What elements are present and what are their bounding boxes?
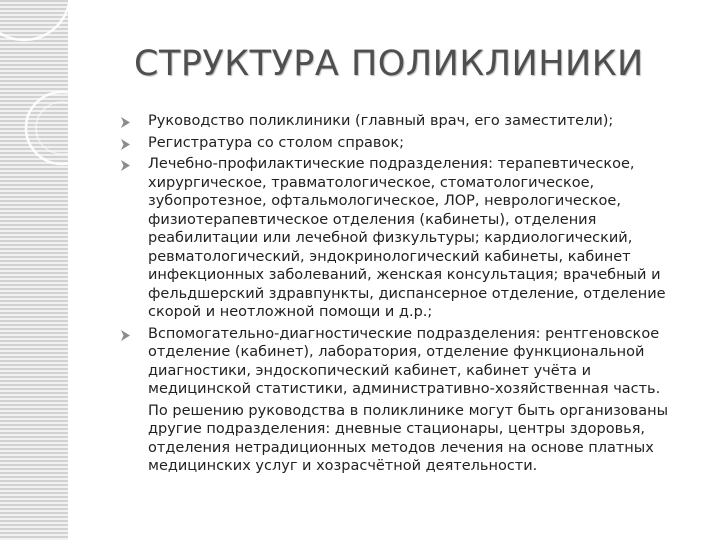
bullet-text: Руководство поликлиники (главный врач, его заместители);: [148, 113, 614, 129]
bullet-text: Лечебно-профилактические подразделения: терапевтическое, хирургическое, травматологическое, стоматологическое, зубопротезное, офтальмологическое, ЛОР, неврологическое, физиотерапевтическое отделения (кабинеты), отделения реабилитации или лечебной физкультуры; кардиологический, ревматологический, эндокринологический кабинеты, кабинет инфекционных заболеваний, женская консультация; врачебный и фельдшерский здравпункты, диспансерное отделение, отделение скорой и неотложной помощи и д.р.;: [148, 156, 666, 320]
bullet-item-treatment-units: [120, 155, 690, 322]
bullet-text: Вспомогательно-диагностические подразделения: рентгеновское отделение (кабинет), лаборатория, отделение функциональной диагностики, эндоскопический кабинет, кабинет учёта и медицинской статистики, административно-хозяйственная часть.: [148, 325, 661, 397]
note-paragraph: По решению руководства в поликлинике могут быть организованы другие подразделения: дневные стационары, центры здоровья, отделения нетрадиционных методов лечения на основе платных медицинских услуг и хозрасчётной деятельности.: [148, 402, 669, 474]
bullet-text: Регистратура со столом справок;: [148, 134, 404, 151]
arrow-bullet-icon: [120, 330, 131, 341]
arrow-bullet-icon: [120, 117, 131, 128]
bullet-list: [120, 112, 690, 399]
decorative-circles-icon: [0, 0, 110, 200]
slide-title: СТРУКТУРА ПОЛИКЛИНИКИ: [134, 44, 644, 84]
slide-content: [120, 112, 690, 476]
bullet-item-diagnostic-units: [120, 325, 690, 399]
arrow-bullet-icon: [120, 160, 131, 171]
bullet-item-registry: [120, 134, 690, 153]
arrow-bullet-icon: [120, 139, 131, 150]
bullet-item-management: [120, 112, 690, 131]
